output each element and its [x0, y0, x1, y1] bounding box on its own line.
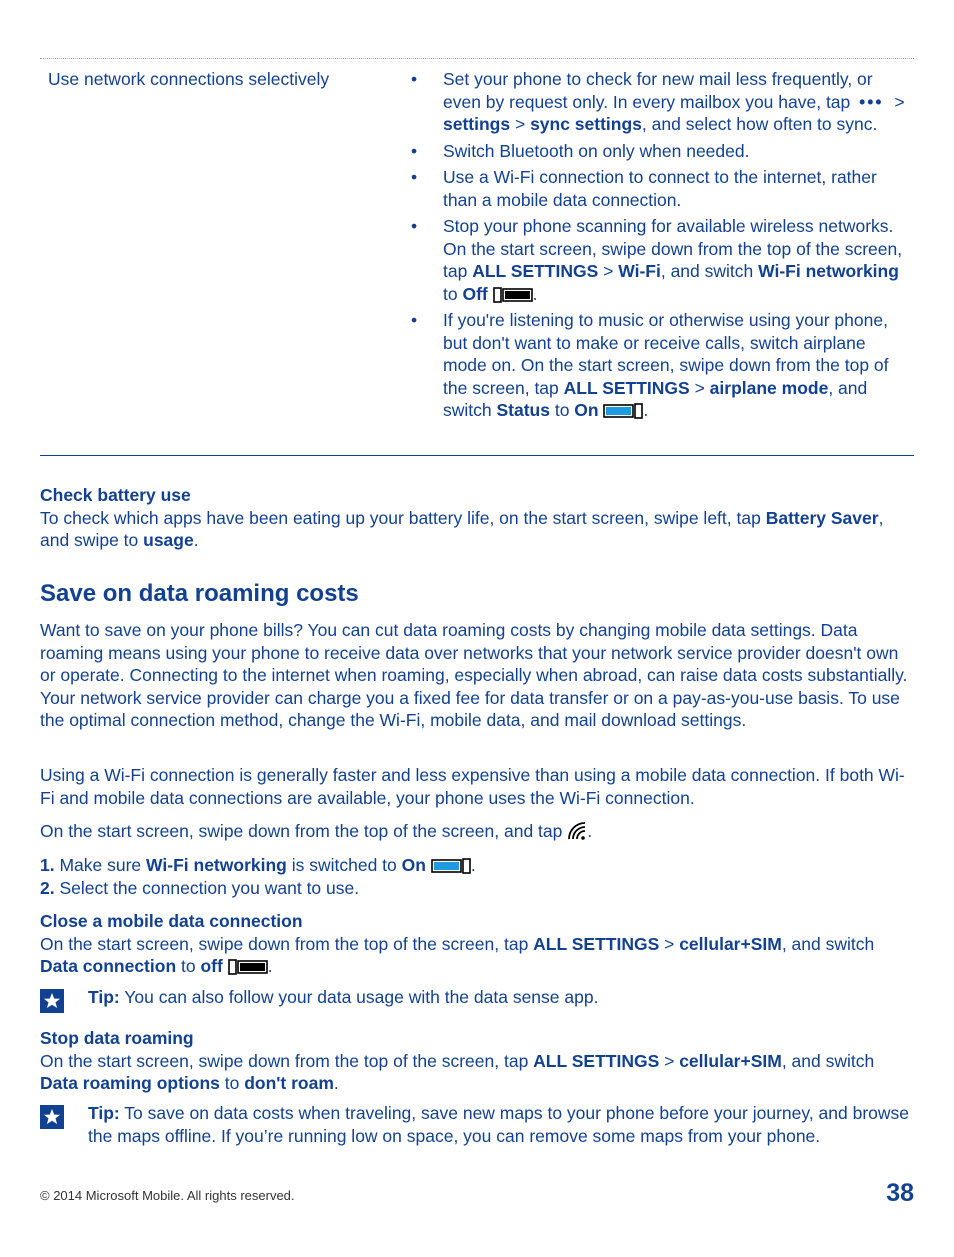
close-data-heading: Close a mobile data connection	[40, 911, 303, 931]
tips-bullet-list	[411, 68, 911, 426]
roaming-paragraph-3: On the start screen, swipe down from the top of the screen, and tap .	[40, 821, 593, 841]
roaming-paragraph-2: Using a Wi-Fi connection is generally faster and less expensive than using a mobile data connection. If both Wi-Fi and mobile data connections are available, your phone uses the Wi-Fi connection.	[40, 765, 905, 808]
more-ellipsis-icon: •••	[859, 91, 884, 112]
battery-text: To check which apps have been eating up your battery life, on the start screen, swipe left, tap Battery Saver, and swipe to usage.	[40, 507, 884, 550]
page-number: 38	[886, 1179, 914, 1207]
bullet-dot: •	[411, 69, 418, 89]
bullet-stop-scanning: • Stop your phone scanning for available wireless networks. On the start screen, swipe down from the top of the screen, tap ALL SETTINGS > Wi-Fi, and switch Wi-Fi networking to Off .	[411, 216, 903, 304]
tip-offline-maps: Tip: To save on data costs when traveling, save new maps to your phone before your journey, and browse the maps offline. If you’re running low on space, you can remove some maps from your phone.	[40, 1102, 916, 1172]
toggle-off-icon	[493, 287, 533, 303]
battery-heading: Check battery use	[40, 485, 191, 505]
battery-section	[40, 484, 916, 552]
toggle-on-icon	[603, 403, 643, 419]
bullet-mail-sync: • Set your phone to check for new mail less frequently, or even by request only. In every mailbox you have, tap ••• > settings > sync settings, and select how often to sync.	[411, 69, 905, 134]
steps-list	[40, 854, 916, 899]
bullet-bluetooth: • Switch Bluetooth on only when needed.	[411, 140, 750, 161]
tip-data-sense: Tip: You can also follow your data usage with the data sense app.	[40, 986, 916, 1016]
sync-settings-label: sync settings	[530, 114, 642, 134]
stop-roaming-text: On the start screen, swipe down from the top of the screen, tap ALL SETTINGS > cellular+SIM, and switch Data roaming options to don't roam.	[40, 1050, 875, 1093]
step-1: 1. Make sure Wi-Fi networking is switched to On .	[40, 855, 476, 875]
toggle-off-icon	[228, 959, 268, 975]
top-dotted-rule	[40, 58, 914, 59]
settings-label: settings	[443, 114, 511, 134]
footer-copyright: © 2014 Microsoft Mobile. All rights reserved.	[40, 1188, 295, 1203]
wifi-icon	[567, 821, 587, 841]
bullet-dot: •	[411, 310, 418, 330]
star-tip-icon	[40, 989, 64, 1013]
table-left-heading: Use network connections selectively	[48, 69, 330, 89]
stop-roaming-section	[40, 1027, 916, 1095]
bullet-wifi-connection: • Use a Wi-Fi connection to connect to the internet, rather than a mobile data connection.	[411, 167, 877, 210]
bullet-dot: •	[411, 140, 418, 161]
table-bottom-rule	[40, 455, 914, 456]
bullet-dot: •	[411, 167, 418, 187]
roaming-paragraph-1: Want to save on your phone bills? You can cut data roaming costs by changing mobile data settings. Data roaming means using your phone to receive data over networks that your network service provider doesn't own or operate. Connecting to the internet when roaming, especially when abroad, can raise data costs substantially. Your network service provider can charge you a fixed fee for data transfer or on a pay-as-you-use basis. To use the optimal connection method, change the Wi-Fi, mobile data, and mail download settings.	[40, 620, 908, 730]
bullet-dot: •	[411, 216, 418, 236]
stop-roaming-heading: Stop data roaming	[40, 1028, 194, 1048]
bullet-airplane-mode: • If you're listening to music or otherwise using your phone, but don't want to make or receive calls, switch airplane mode on. On the start screen, swipe down from the top of the screen, tap ALL SETTINGS > airplane mode, and switch Status to On .	[411, 310, 889, 420]
toggle-on-icon	[431, 858, 471, 874]
close-data-text: On the start screen, swipe down from the top of the screen, tap ALL SETTINGS > cellular+SIM, and switch Data connection to off .	[40, 933, 875, 976]
close-data-section	[40, 910, 916, 978]
roaming-heading: Save on data roaming costs	[40, 580, 359, 607]
step-2: 2. Select the connection you want to use.	[40, 877, 360, 898]
star-tip-icon	[40, 1105, 64, 1129]
